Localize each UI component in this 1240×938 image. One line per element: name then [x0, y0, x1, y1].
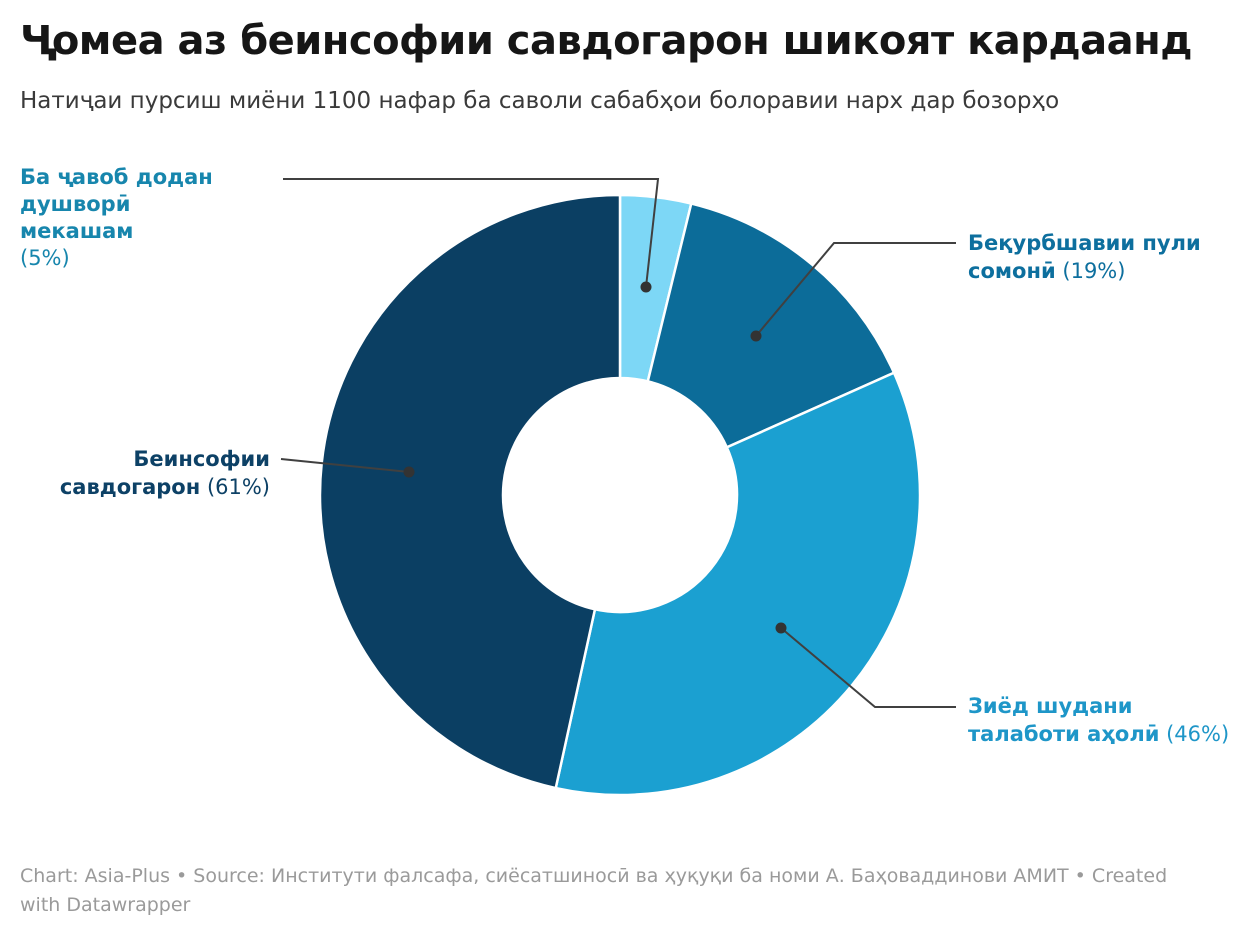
donut-slices [320, 195, 920, 795]
slice-label-5pct: Ба ҷавоб додан душворӣ мекашам (5%) [20, 165, 213, 270]
slice-label-61pct: Беинсофии савдогарон (61%) [59, 447, 270, 499]
footer-line-1: Chart: Asia-Plus • Source: Институти фалсафа, сиёсатшиносӣ ва ҳуқуқи ба номи А. Баҳоваддинови АМИТ • Created [20, 865, 1168, 887]
leader-dot-19pct [751, 331, 762, 342]
chart-subtitle: Натиҷаи пурсиш миёни 1100 нафар ба саволи сабабҳои болоравии нарх дар бозорҳо [20, 88, 1060, 114]
footer-line-2: with Datawrapper [20, 894, 191, 916]
leader-dot-46pct [776, 623, 787, 634]
slice-label-19pct: Беқурбшавии пули сомонӣ (19%) [968, 231, 1201, 283]
chart-title: Ҷомеа аз беинсофии савдогарон шикоят кардаанд [20, 18, 1193, 64]
slice-label-46pct: Зиёд шудани талаботи аҳолӣ (46%) [968, 694, 1230, 746]
chart-footer [20, 862, 1230, 920]
donut-slice-61pct[interactable] [320, 195, 620, 788]
leader-dot-61pct [404, 467, 415, 478]
leader-dot-5pct [641, 282, 652, 293]
